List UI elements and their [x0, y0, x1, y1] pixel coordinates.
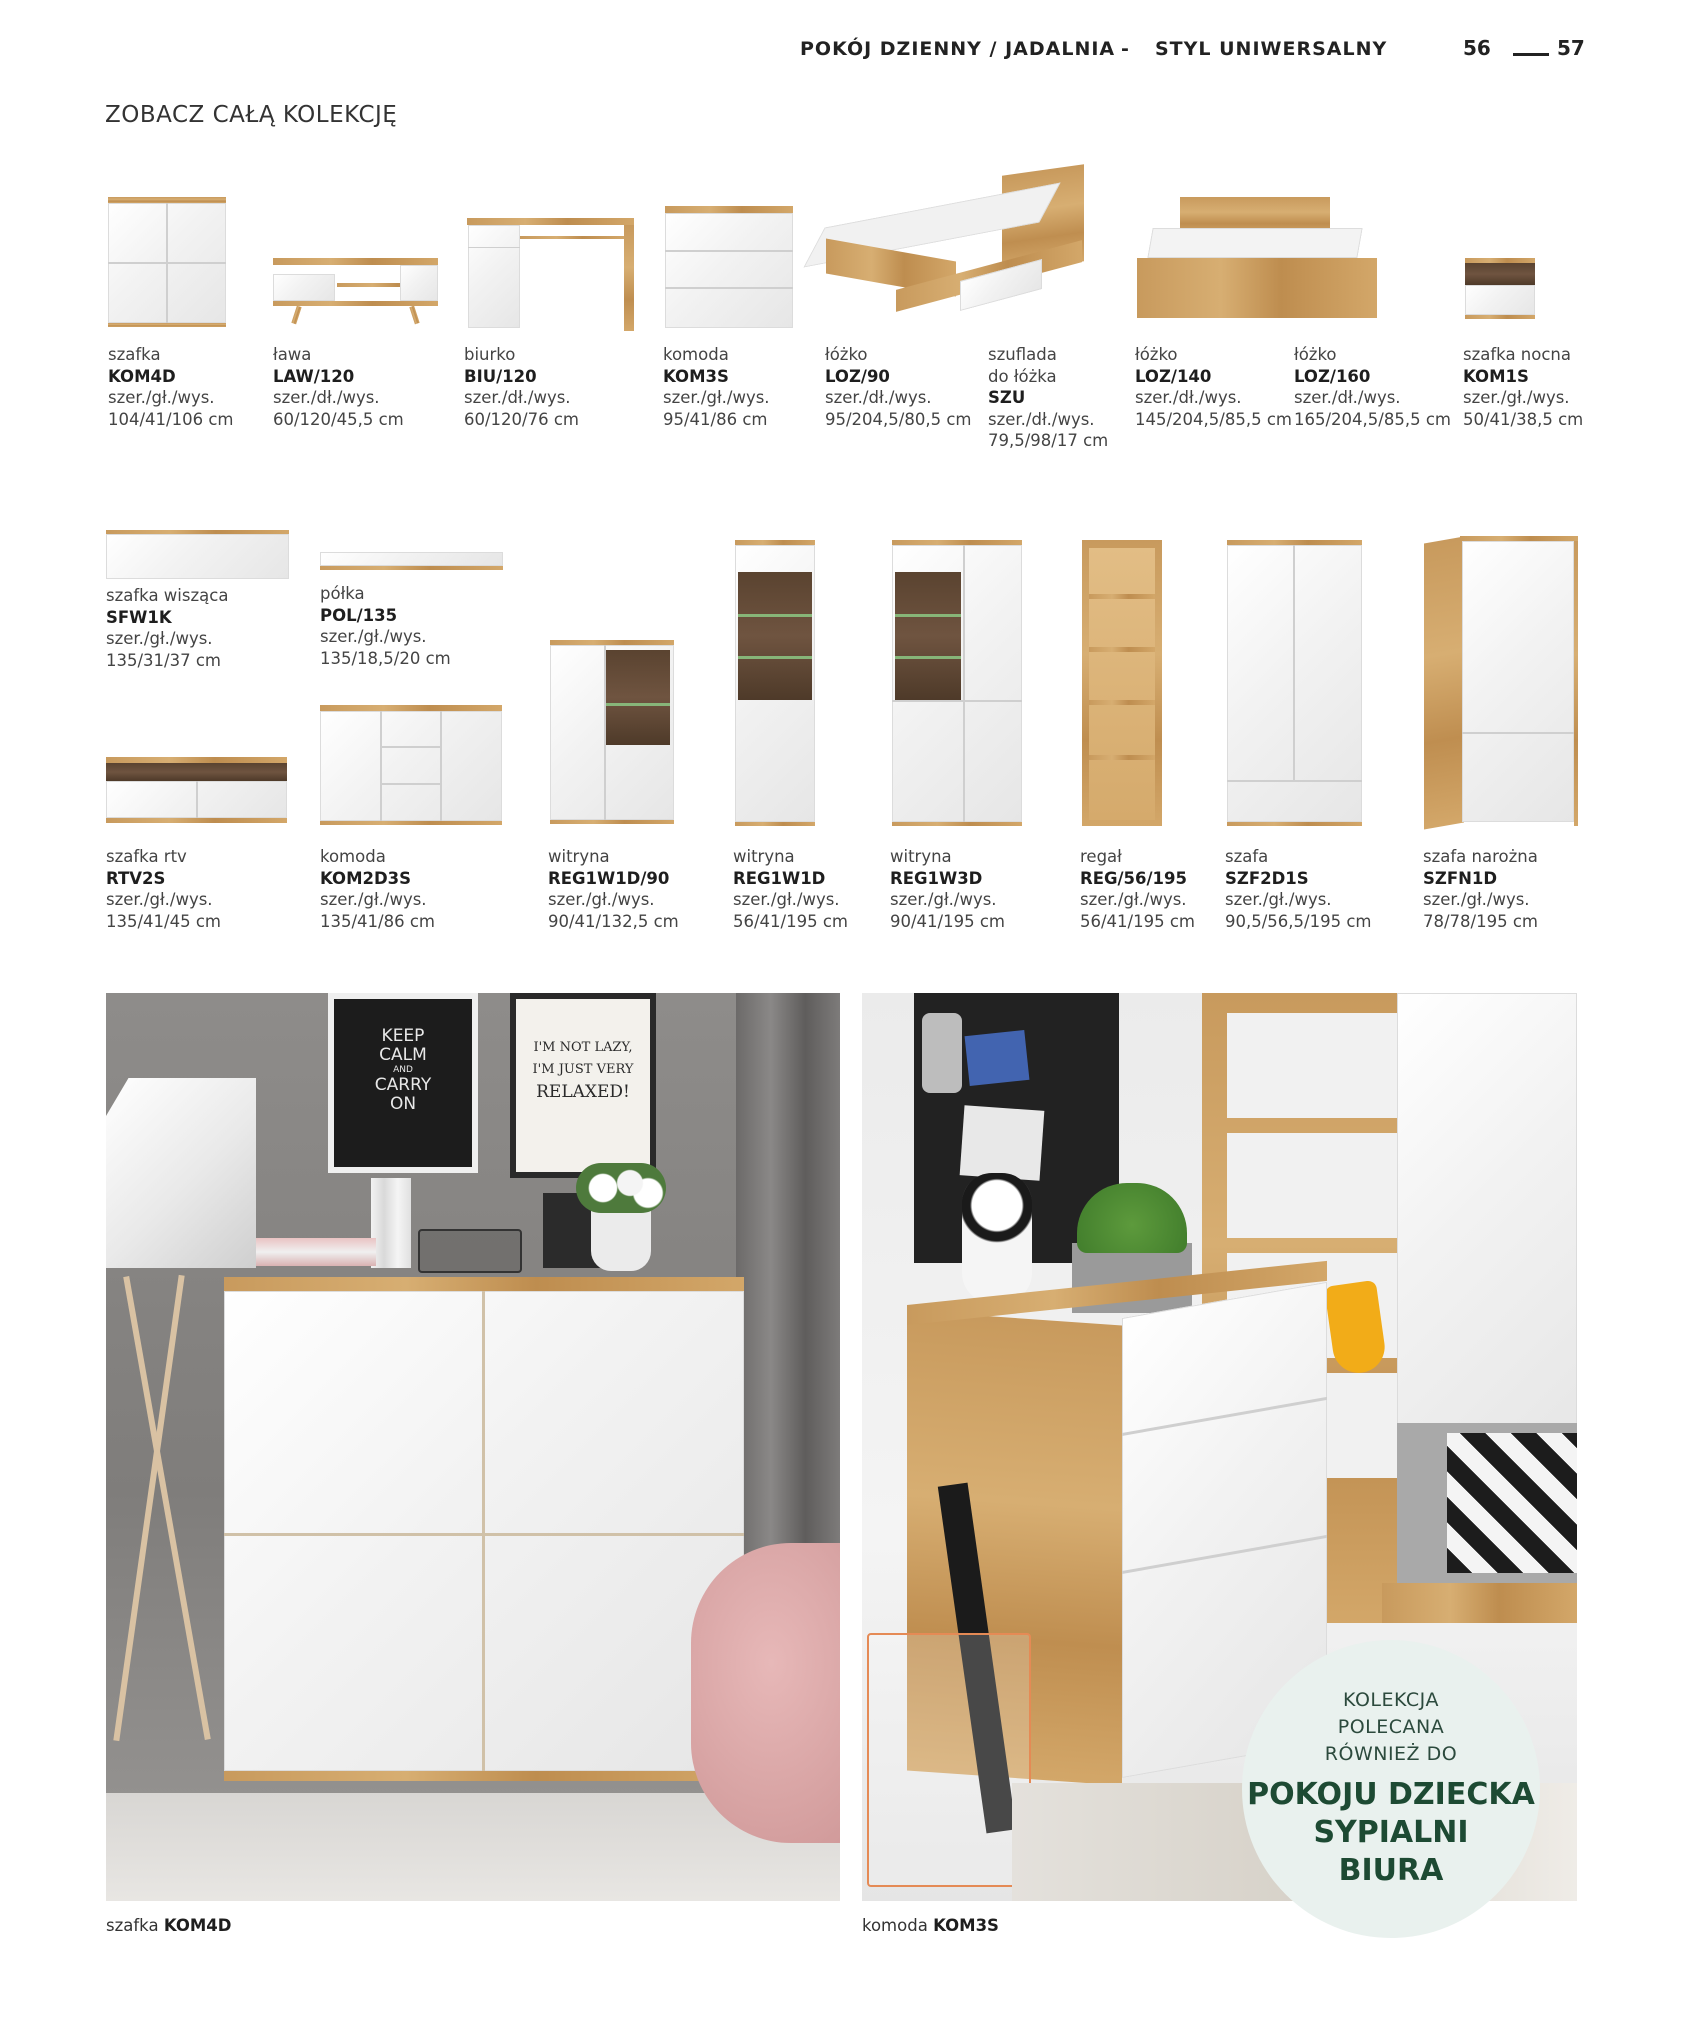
product-code: KOM3S — [663, 366, 729, 386]
poster-text: ON — [389, 1094, 417, 1114]
page-number-dash — [1513, 53, 1549, 56]
poster-not-lazy — [510, 993, 656, 1178]
dims-label: szer./dł./wys. — [273, 388, 380, 407]
product-label-szu — [988, 344, 1108, 452]
dims-label: szer./gł./wys. — [1463, 388, 1570, 407]
product-label-kom1s — [1463, 344, 1583, 430]
poster-text: KEEP — [381, 1026, 425, 1046]
badge-highlight: SYPIALNI — [1313, 1815, 1469, 1850]
product-code: LOZ/160 — [1294, 366, 1371, 386]
dims-value: 104/41/106 cm — [108, 409, 234, 429]
dims-label: szer./gł./wys. — [108, 388, 215, 407]
product-type: szafka — [108, 345, 161, 364]
poster-text: CARRY — [374, 1075, 432, 1095]
dims-value: 135/18,5/20 cm — [320, 648, 451, 668]
dims-value: 95/41/86 cm — [663, 409, 768, 429]
product-type: łóżko — [1294, 345, 1337, 364]
poster-text: CALM — [379, 1045, 427, 1065]
recommended-collection-badge — [1242, 1640, 1540, 1938]
badge-line: POLECANA — [1337, 1716, 1445, 1738]
product-label-szf2d1s — [1225, 846, 1371, 932]
product-code: REG1W1D/90 — [548, 868, 670, 888]
product-label-reg1w1d90 — [548, 846, 679, 932]
dims-value: 79,5/98/17 cm — [988, 431, 1109, 450]
dims-value: 50/41/38,5 cm — [1463, 409, 1584, 429]
product-code: BIU/120 — [464, 366, 537, 386]
product-label-reg1w1d — [733, 846, 848, 932]
dims-value: 145/204,5/85,5 cm — [1135, 409, 1292, 429]
product-code: SZFN1D — [1423, 868, 1498, 888]
product-type: szafka nocna — [1463, 345, 1571, 364]
product-type: witryna — [548, 847, 610, 866]
dims-label: szer./dł./wys. — [464, 388, 571, 407]
dims-label: szer./gł./wys. — [1080, 890, 1187, 909]
caption-code: KOM4D — [163, 1916, 232, 1935]
dims-value: 95/204,5/80,5 cm — [825, 409, 972, 429]
dims-label: szer./gł./wys. — [733, 890, 840, 909]
dims-value: 90,5/56,5/195 cm — [1225, 911, 1372, 931]
badge-highlight: BIURA — [1338, 1853, 1444, 1888]
dims-label: szer./gł./wys. — [663, 388, 770, 407]
caption-left — [106, 1916, 231, 1935]
product-type: ława — [273, 345, 312, 364]
product-type: komoda — [663, 345, 729, 364]
header-separator: - — [1121, 38, 1130, 60]
dims-value: 60/120/76 cm — [464, 409, 579, 429]
product-code: KOM1S — [1463, 366, 1529, 386]
product-code: RTV2S — [106, 868, 166, 888]
dims-value: 90/41/132,5 cm — [548, 911, 679, 931]
product-label-biu120 — [464, 344, 579, 430]
dims-label: szer./gł./wys. — [106, 629, 213, 648]
product-type: szafka rtv — [106, 847, 187, 866]
product-label-pol135 — [320, 583, 451, 669]
poster-keep-calm — [328, 993, 478, 1173]
badge-line: RÓWNIEŻ DO — [1324, 1743, 1458, 1765]
dims-label: szer./dł./wys. — [1294, 388, 1401, 407]
product-label-law120 — [273, 344, 404, 430]
poster-text: I'M JUST VERY — [532, 1062, 634, 1077]
badge-highlight: POKOJU DZIECKA — [1247, 1777, 1535, 1812]
poster-text: RELAXED! — [536, 1082, 630, 1102]
product-code: LOZ/90 — [825, 366, 890, 386]
product-code: LAW/120 — [273, 366, 355, 386]
dims-label: szer./gł./wys. — [1423, 890, 1530, 909]
dims-value: 56/41/195 cm — [1080, 911, 1195, 931]
product-code: SFW1K — [106, 607, 172, 627]
dims-label: szer./gł./wys. — [320, 627, 427, 646]
page-number-right: 57 — [1557, 36, 1585, 60]
product-type: komoda — [320, 847, 386, 866]
badge-line: KOLEKCJA — [1343, 1689, 1439, 1711]
product-type: witryna — [890, 847, 952, 866]
product-code: POL/135 — [320, 605, 398, 625]
page-number-left: 56 — [1463, 36, 1491, 60]
dims-label: szer./gł./wys. — [106, 890, 213, 909]
caption-prefix: komoda — [862, 1916, 928, 1935]
dims-label: szer./gł./wys. — [1225, 890, 1332, 909]
dims-value: 135/41/45 cm — [106, 911, 221, 931]
dims-label: szer./dł./wys. — [988, 409, 1095, 429]
dims-value: 60/120/45,5 cm — [273, 409, 404, 429]
dims-label: szer./gł./wys. — [320, 890, 427, 909]
product-label-reg1w3d — [890, 846, 1005, 932]
dims-value: 165/204,5/85,5 cm — [1294, 409, 1451, 429]
product-type: szafka wisząca — [106, 586, 229, 605]
product-type-line2: do łóżka — [988, 366, 1057, 386]
product-label-kom4d — [108, 344, 234, 430]
product-code: KOM4D — [108, 366, 176, 386]
dims-label: szer./gł./wys. — [548, 890, 655, 909]
product-code: SZF2D1S — [1225, 868, 1309, 888]
dims-value: 90/41/195 cm — [890, 911, 1005, 931]
dims-label: szer./dł./wys. — [825, 388, 932, 407]
style-title: STYL UNIWERSALNY — [1155, 38, 1388, 60]
collection-subheading: ZOBACZ CAŁĄ KOLEKCJĘ — [105, 102, 398, 128]
poster-text: I'M NOT LAZY, — [533, 1040, 633, 1055]
caption-code: KOM3S — [933, 1916, 999, 1935]
dims-label: szer./gł./wys. — [890, 890, 997, 909]
product-label-loz140 — [1135, 344, 1292, 430]
product-type: szuflada — [988, 345, 1057, 364]
product-label-kom3s — [663, 344, 770, 430]
dims-value: 135/31/37 cm — [106, 650, 221, 670]
product-code: SZU — [988, 388, 1026, 407]
product-label-kom2d3s — [320, 846, 435, 932]
dims-value: 78/78/195 cm — [1423, 911, 1538, 931]
product-label-sfw1k — [106, 585, 228, 671]
product-type: półka — [320, 584, 365, 603]
product-type: regał — [1080, 847, 1122, 866]
product-code: KOM2D3S — [320, 868, 412, 888]
product-code: LOZ/140 — [1135, 366, 1212, 386]
product-type: łóżko — [1135, 345, 1178, 364]
product-label-loz90 — [825, 344, 971, 430]
product-type: biurko — [464, 345, 516, 364]
photo-living-room-kom4d — [106, 993, 840, 1901]
product-type: szafa narożna — [1423, 847, 1538, 866]
product-label-reg56195 — [1080, 846, 1195, 932]
dims-label: szer./dł./wys. — [1135, 388, 1242, 407]
product-type: łóżko — [825, 345, 868, 364]
caption-right — [862, 1916, 999, 1935]
product-code: REG/56/195 — [1080, 868, 1187, 888]
product-type: witryna — [733, 847, 795, 866]
product-label-szfn1d — [1423, 846, 1538, 932]
product-code: REG1W1D — [733, 868, 826, 888]
product-code: REG1W3D — [890, 868, 983, 888]
dims-value: 56/41/195 cm — [733, 911, 848, 931]
poster-text: AND — [393, 1065, 413, 1075]
product-type: szafa — [1225, 847, 1269, 866]
product-label-loz160 — [1294, 344, 1451, 430]
dims-value: 135/41/86 cm — [320, 911, 435, 931]
section-title: POKÓJ DZIENNY / JADALNIA — [800, 38, 1116, 60]
caption-prefix: szafka — [106, 1916, 159, 1935]
product-label-rtv2s — [106, 846, 221, 932]
